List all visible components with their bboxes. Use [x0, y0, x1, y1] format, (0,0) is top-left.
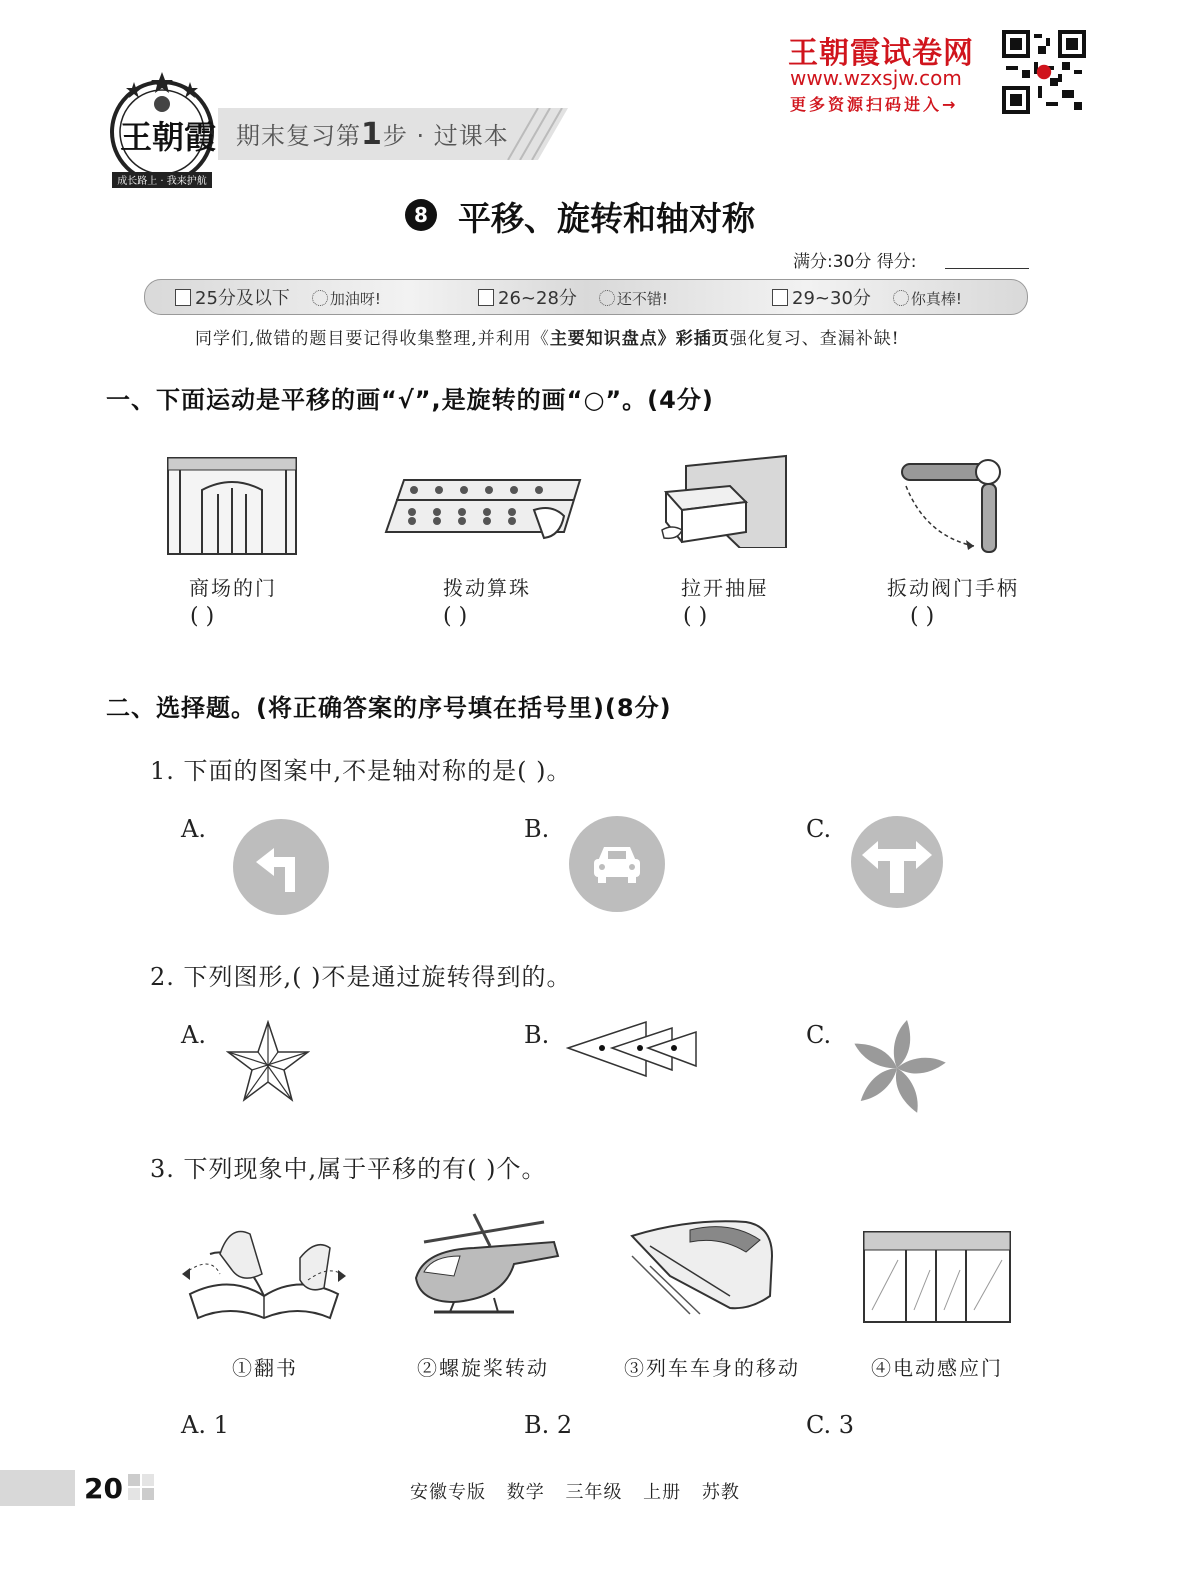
question-2: 2. 下列图形,( )不是通过旋转得到的。: [150, 963, 572, 991]
drawer-icon: [660, 452, 790, 548]
score-input-line[interactable]: [945, 268, 1029, 269]
page-number-bar: [0, 1470, 75, 1506]
car-sign-icon: [568, 815, 666, 913]
q1-caption: 拨动算珠: [443, 576, 531, 600]
banner-step-number: 1: [361, 117, 383, 152]
t-junction-sign-icon: [850, 815, 944, 909]
answer-option-a[interactable]: [181, 1411, 229, 1439]
option-label: B.: [524, 815, 550, 843]
rating-bar: [144, 279, 1028, 315]
q3-caption: ④电动感应门: [871, 1356, 1003, 1380]
option-label: A.: [181, 815, 206, 843]
tip-bold: 主要知识盘点》彩插页: [549, 329, 730, 349]
rating-remark: 你真棒!: [910, 290, 962, 308]
bauhinia-flower-icon: [846, 1018, 948, 1118]
option-label: A.: [181, 1021, 206, 1049]
qr-code-icon[interactable]: [1002, 30, 1086, 114]
abacus-icon: [384, 470, 584, 550]
q3-caption: ②螺旋桨转动: [417, 1356, 549, 1380]
answer-paren[interactable]: ( ): [910, 604, 935, 629]
sliding-door-icon: [862, 1230, 1012, 1324]
page-corner-squares: [128, 1474, 154, 1502]
rating-remark: 还不错!: [616, 290, 668, 308]
tip-text: 同学们,做错的题目要记得收集整理,并利用《: [195, 329, 550, 349]
section-2-heading: 二、选择题。(将正确答案的序号填在括号里)(8分): [106, 694, 672, 722]
question-3: 3. 下列现象中,属于平移的有( )个。: [150, 1155, 547, 1183]
option-label: C.: [806, 1021, 832, 1049]
q3-caption: ③列车车身的移动: [624, 1356, 800, 1380]
option-label: B.: [524, 1411, 550, 1439]
q1-caption: 商场的门: [189, 576, 277, 600]
smiley-icon: [312, 290, 328, 306]
valve-handle-icon: [896, 456, 1006, 556]
svg-text:成长路上 · 我来护航: 成长路上 · 我来护航: [117, 176, 207, 187]
smiley-icon: [599, 290, 615, 306]
train-icon: [630, 1216, 776, 1316]
site-scan-text: 更多资源扫码进入→: [790, 95, 959, 114]
checkbox[interactable]: [772, 289, 788, 306]
option-label: C.: [806, 1411, 832, 1439]
lesson-number-badge: 8: [405, 199, 437, 231]
score-label: 满分:30分 得分:: [793, 252, 917, 272]
tip-text: 强化复习、查漏补缺!: [729, 329, 900, 349]
rating-item-low: [175, 284, 381, 310]
rating-range: 29~30分: [792, 288, 871, 309]
option-label: C.: [806, 815, 832, 843]
smiley-icon: [893, 290, 909, 306]
option-value: 2: [556, 1411, 573, 1439]
section-1-heading: 一、下面运动是平移的画“√”,是旋转的画“○”。(4分): [106, 386, 714, 414]
rating-range: 25分及以下: [195, 288, 290, 309]
answer-option-c[interactable]: [806, 1411, 854, 1439]
q1-caption: 扳动阀门手柄: [887, 576, 1019, 600]
rating-range: 26~28分: [498, 288, 577, 309]
helicopter-icon: [404, 1212, 564, 1322]
answer-paren[interactable]: ( ): [443, 604, 468, 629]
question-1: 1. 下面的图案中,不是轴对称的是( )。: [150, 757, 572, 785]
checkbox[interactable]: [478, 289, 494, 306]
q1-caption: 拉开抽屉: [681, 576, 769, 600]
site-name: 王朝霞试卷网: [788, 36, 974, 71]
star-icon: [226, 1020, 310, 1104]
checkbox[interactable]: [175, 289, 191, 306]
book-page-icon: [180, 1214, 348, 1322]
rating-item-high: [772, 284, 962, 310]
answer-paren[interactable]: ( ): [190, 604, 215, 629]
turn-left-sign-icon: [232, 818, 330, 916]
banner-suffix: 步 · 过课本: [382, 122, 509, 150]
page-number: 20: [84, 1472, 123, 1505]
option-label: B.: [524, 1021, 550, 1049]
answer-option-b[interactable]: [524, 1411, 572, 1439]
rating-remark: 加油呀!: [329, 290, 381, 308]
rating-item-mid: [478, 284, 668, 310]
revolving-door-icon: [166, 454, 300, 558]
option-value: 1: [213, 1411, 229, 1439]
banner-title: [236, 116, 509, 152]
triangles-icon: [566, 1020, 700, 1080]
option-label: A.: [181, 1411, 206, 1439]
footer-edition: 安徽专版 数学 三年级 上册 苏教: [410, 1482, 740, 1503]
banner-prefix: 期末复习第: [236, 122, 361, 150]
site-url[interactable]: www.wzxsjw.com: [790, 66, 962, 90]
study-tip: [195, 324, 900, 349]
option-value: 3: [838, 1411, 855, 1439]
page-title: 平移、旋转和轴对称: [458, 199, 755, 238]
answer-paren[interactable]: ( ): [683, 604, 708, 629]
q3-caption: ①翻书: [232, 1356, 298, 1380]
logo-text: 王朝霞: [120, 118, 217, 156]
